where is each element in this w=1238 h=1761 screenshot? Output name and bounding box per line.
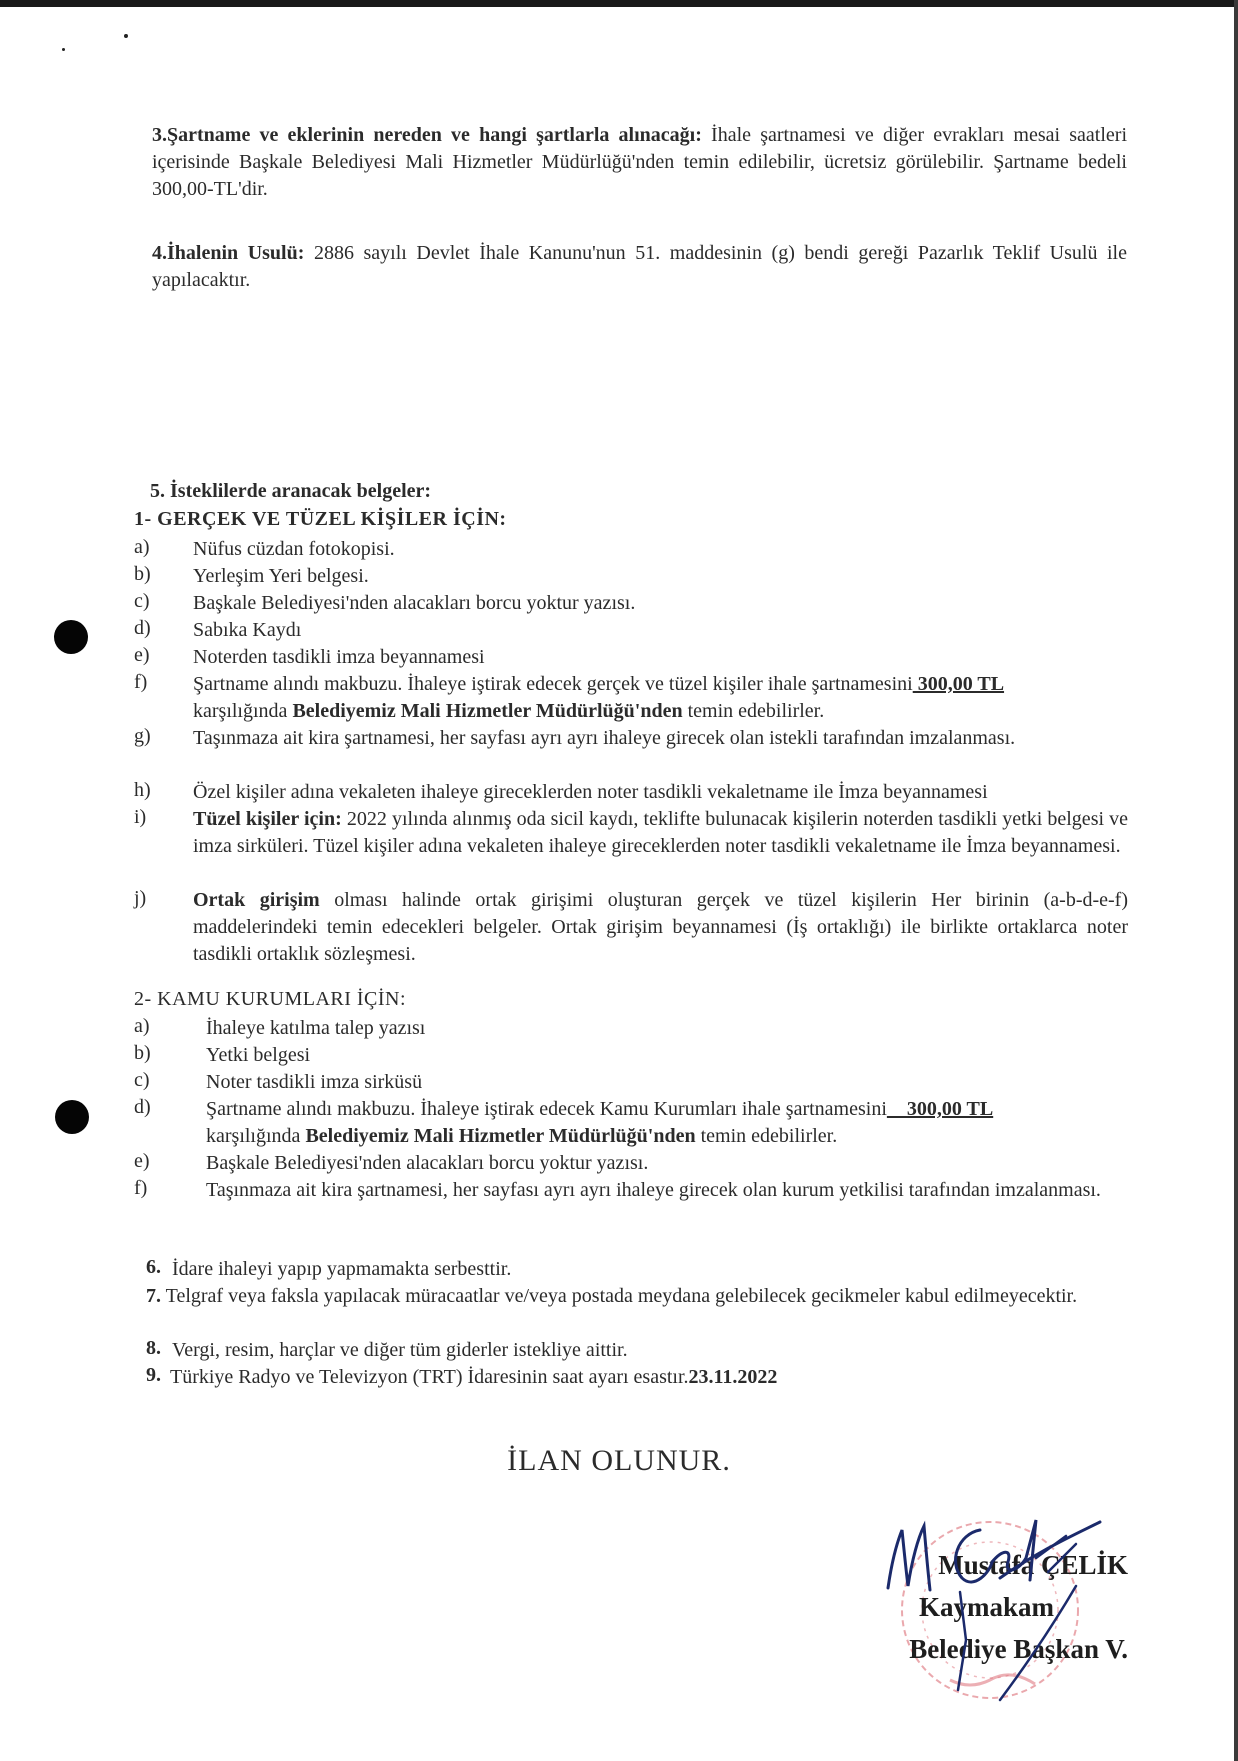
clause-text-part: Türkiye Radyo ve Televizyon (TRT) İdaresinin saat ayarı esastır.: [170, 1366, 689, 1388]
item-label: f): [134, 671, 148, 693]
item-label: h): [134, 779, 151, 801]
item-text-part: temin edebilirler.: [695, 1125, 838, 1147]
item-text: Noter tasdikli imza sirküsü: [206, 1071, 423, 1093]
paragraph-3-specification: [152, 122, 1127, 203]
item-label: e): [134, 1150, 150, 1172]
item-label: c): [134, 590, 150, 612]
item-label: g): [134, 725, 151, 747]
item-text-part: temin edebilirler.: [682, 700, 825, 722]
item-label: c): [134, 1069, 150, 1091]
clause-number: 7.: [146, 1285, 161, 1307]
punch-hole-upper: [54, 620, 88, 654]
paragraph-4-procedure: [152, 240, 1127, 294]
group-1-title: 1- GERÇEK VE TÜZEL KİŞİLER İÇİN:: [134, 508, 507, 530]
item-text-part: karşılığında: [206, 1125, 306, 1147]
item-text: [193, 806, 1128, 860]
paragraph-4-heading: 4.İhalenin Usulü:: [152, 242, 305, 264]
item-text-part: 2022 yılında alınmış oda sicil kaydı, teklifte bulunacak kişilerin noterden tasdikli yetki belgesi ve imza sirküleri. Tüzel kişiler adına vekaleten ihaleye gireceklerden noter tasdikli vekaletname ile İmza beyannamesi.: [193, 808, 1129, 857]
item-text: Yerleşim Yeri belgesi.: [193, 565, 369, 587]
clause-text: Vergi, resim, harçlar ve diğer tüm giderler istekliye aittir.: [172, 1339, 628, 1361]
department-name: Belediyemiz Mali Hizmetler Müdürlüğü'nden: [305, 1125, 696, 1147]
signature-block: [840, 1500, 1140, 1710]
clause-number: 9.: [146, 1364, 161, 1386]
clause-text: [170, 1364, 1128, 1391]
item-text: Başkale Belediyesi'nden alacakları borcu yoktur yazısı.: [193, 592, 636, 614]
item-label: d): [134, 1096, 151, 1118]
item-label: i): [134, 806, 147, 828]
item-text: Yetki belgesi: [206, 1044, 311, 1066]
section-5-title: 5. İsteklilerde aranacak belgeler:: [150, 480, 432, 502]
scan-top-edge: [0, 0, 1238, 7]
scan-right-edge: [1234, 0, 1238, 1761]
item-text-part: karşılığında: [193, 700, 293, 722]
announcement-date: 23.11.2022: [688, 1366, 778, 1388]
paragraph-3-heading: 3.Şartname ve eklerinin nereden ve hangi şartlarla alınacağı:: [152, 124, 702, 146]
fee-amount: 300,00 TL: [886, 1098, 994, 1120]
clause-text: [146, 1283, 1128, 1310]
item-text: Sabıka Kaydı: [193, 619, 302, 641]
announcement-heading: İLAN OLUNUR.: [507, 1444, 731, 1477]
department-name: Belediyemiz Mali Hizmetler Müdürlüğü'nden: [292, 700, 683, 722]
paragraph-4-text: 2886 sayılı Devlet İhale Kanunu'nun 51. maddesinin (g) bendi gereği Pazarlık Teklif Usulü ile yapılacaktır.: [152, 242, 1127, 291]
scan-speck: [62, 48, 65, 51]
item-label: e): [134, 644, 150, 666]
item-text-part: Şartname alındı makbuzu. İhaleye iştirak edecek gerçek ve tüzel kişiler ihale şartnamesini: [193, 673, 913, 695]
item-text: Noterden tasdikli imza beyannamesi: [193, 646, 485, 668]
item-text: Özel kişiler adına vekaleten ihaleye gireceklerden noter tasdikli vekaletname ile İmza beyannamesi: [193, 781, 988, 803]
item-heading: Tüzel kişiler için:: [193, 808, 342, 830]
item-label: f): [134, 1177, 148, 1199]
clause-text-part: Telgraf veya faksla yapılacak müracaatlar ve/veya postada meydana gelebilecek gecikmeler kabul edilmeyecektir.: [165, 1285, 1078, 1307]
item-text: [193, 671, 1128, 725]
scan-speck: [124, 34, 128, 38]
item-text: Nüfus cüzdan fotokopisi.: [193, 538, 395, 560]
clause-number: 6.: [146, 1256, 161, 1278]
item-text: Taşınmaza ait kira şartnamesi, her sayfası ayrı ayrı ihaleye girecek olan istekli tarafından imzalanması.: [193, 727, 1016, 749]
item-text: Başkale Belediyesi'nden alacakları borcu yoktur yazısı.: [206, 1152, 649, 1174]
signatory-role: Belediye Başkan V.: [909, 1634, 1128, 1664]
item-text: Taşınmaza ait kira şartnamesi, her sayfası ayrı ayrı ihaleye girecek olan kurum yetkilisi tarafından imzalanması.: [206, 1179, 1101, 1201]
clause-number: 8.: [146, 1337, 161, 1359]
item-text: İhaleye katılma talep yazısı: [206, 1017, 426, 1039]
handwritten-signature: [840, 1500, 1140, 1710]
item-text-part: olması halinde ortak girişimi oluşturan gerçek ve tüzel kişilerin Her birinin (a-b-d-e-f) maddelerindeki temin edecekleri belgeler. Ortak girişim beyannamesi (İş ortaklığı) ile birlikte ortaklarca noter tasdikli ortaklık sözleşmesi.: [193, 889, 1128, 965]
punch-hole-lower: [55, 1100, 89, 1134]
item-label: a): [134, 536, 150, 558]
group-2-title: 2- KAMU KURUMLARI İÇİN:: [134, 988, 407, 1010]
item-text: [206, 1096, 1128, 1150]
item-text-part: Şartname alındı makbuzu. İhaleye iştirak edecek Kamu Kurumları ihale şartnamesini: [206, 1098, 887, 1120]
paragraph-3-text: İhale şartnamesi ve diğer evrakları mesai saatleri içerisinde Başkale Belediyesi Mali Hizmetler Müdürlüğü'nden temin edilebilir, ücretsiz görülebilir. Şartname bedeli 300,00-TL'dir.: [152, 124, 1127, 200]
item-label: j): [134, 887, 147, 909]
fee-amount: 300,00 TL: [912, 673, 1005, 695]
item-text: [193, 887, 1128, 968]
item-label: d): [134, 617, 151, 639]
signatory-title: Kaymakam: [919, 1592, 1054, 1622]
item-label: b): [134, 1042, 151, 1064]
item-label: a): [134, 1015, 150, 1037]
clause-text: İdare ihaleyi yapıp yapmamakta serbesttir.: [172, 1258, 512, 1280]
signatory-name: Mustafa ÇELİK: [938, 1550, 1128, 1580]
item-heading: Ortak girişim: [193, 889, 320, 911]
item-label: b): [134, 563, 151, 585]
